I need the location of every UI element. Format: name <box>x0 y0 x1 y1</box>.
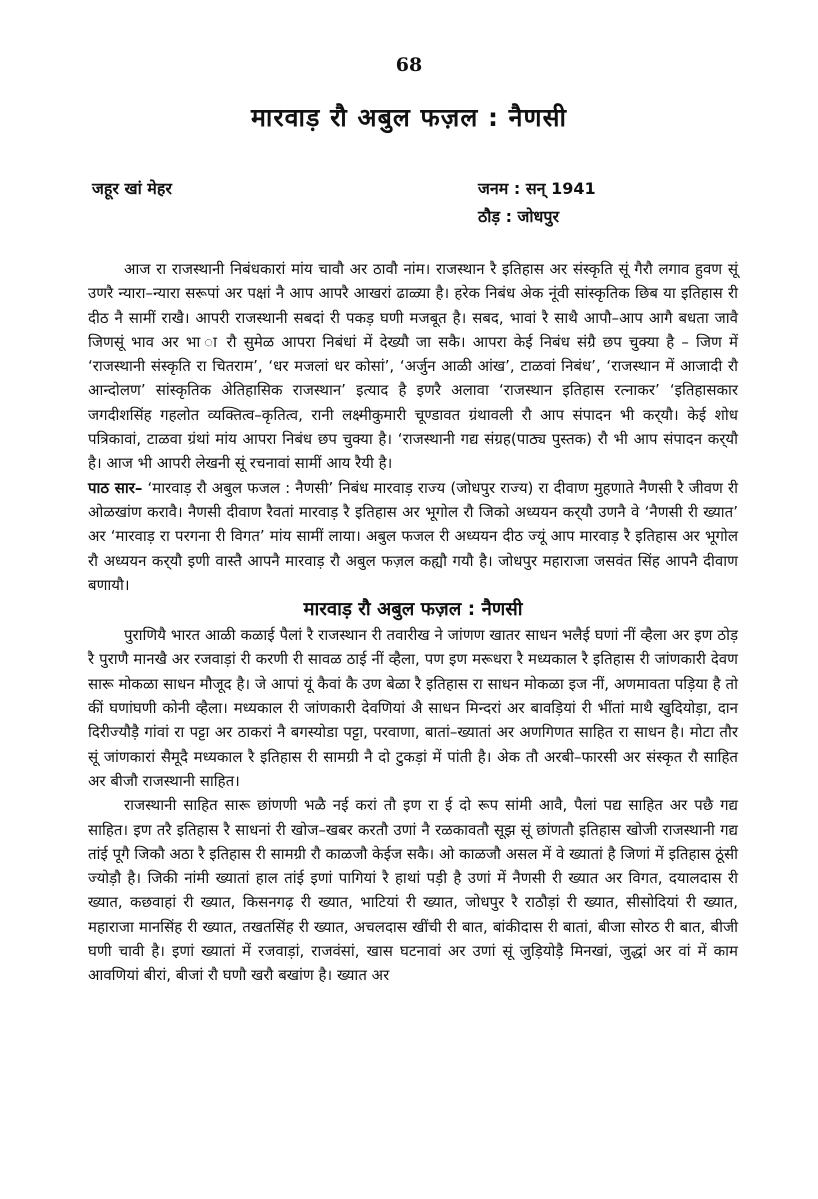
author-place: ठौड़ : जोधपुर <box>478 207 560 226</box>
page-number: 68 <box>395 54 423 76</box>
body-text <box>88 257 738 988</box>
summary-label: पाठ सार– <box>88 478 143 497</box>
section-paragraph-2: राजस्थानी साहित सारू छांणणी भळै नई करां तौ इण रा ई दो रूप सांमी आवै, पैलां पद्य साहित अर पछै गद्य साहित। इण तरै इतिहास रै साधनां री खोज–खबर करतौ उणां नै रळकावतौ सूझ सूं छांणतौ इतिहास खोजी राजस्थानी गद्य तांई पूगै जिकौ अठा रै इतिहास री सामग्री रौ काळजौ केईज सकै। ओ काळजौ असल में वे ख्यातां है जिणां में इतिहास ठूंसी ज्योड़ौ है। जिकी नांमी ख्यातां हाल तांई इणां पागियां रै हाथां पड़ी है उणां में नैणसी री ख्यात अर विगत, दयालदास री ख्यात, कछवाहां री ख्यात, किसनगढ़ री ख्यात, भाटियां री ख्यात, जोधपुर रै राठौड़ां री ख्यात, सीसोदियां री ख्यात, महाराजा मानसिंह री ख्यात, तखतसिंह री ख्यात, अचलदास खींची री बात, बांकीदास री बातां, बीजा सोरठ री बात, बीजी घणी चावी है। इणां ख्यातां में रजवाड़ां, राजवंसां, खास घटनावां अर उणां सूं जुड़ियोड़ै मिनखां, जुद्धां अर वां में काम आवणियां बीरां, बीजां रौ घणौ खरौ बखांण है। ख्यात अर <box>88 796 738 985</box>
page-title: मारवाड़ रौ अबुल फज़ल : नैणसी <box>250 103 568 132</box>
section-heading: मारवाड़ रौ अबुल फज़ल : नैणसी <box>303 599 523 621</box>
author-name: जहूर खां मेहर <box>92 179 172 198</box>
intro-paragraph: आज रा राजस्थानी निबंधकारां मांय चावौ अर ठावौ नांम। राजस्थान रै इतिहास अर संस्कृति सूं गैरौ लगाव हुवण सूं उणरै न्यारा–न्यारा सरूपां अर पक्षां नै आप आपरै आखरां ढाळ्या है। हरेक निबंध अेक नूंवी सांस्कृतिक छिब या इतिहास री दीठ नै सामीं राखै। आपरी राजस्थानी सबदां री पकड़ घणी मजबूत है। सबद, भावां रै साथै आपौ–आप आगै बधता जावै जिणसूं भाव अर भा ा रौ सुमेळ आपरा निबंधां में देख्यौ जा सकै। आपरा केई निबंध संग्रै छप चुक्या है – जिण में ‘राजस्थानी संस्कृति रा चितराम’, ‘धर मजलां धर कोसां’, ‘अर्जुन आळी आंख’, टाळवां निबंध’, ‘राजस्थान में आजादी रौ आन्दोलण’ सांस्कृतिक अेतिहासिक राजस्थान’ इत्याद है इणरै अलावा ‘राजस्थान इतिहास रत्नाकर’ ‘इतिहासकार जगदीशसिंह गहलोत व्यक्तित्व–कृतित्व, रानी लक्ष्मीकुमारी चूण्डावत ग्रंथावली रौ आप संपादन भी कर्‌यौ। केई शोध पत्रिकावां, टाळवा ग्रंथां मांय आपरा निबंध छप चुक्या है। ‘राजस्थानी गद्य संग्रह(पाठ्य पुस्तक) रौ भी आप संपादन कर्‌यौ है। आज भी आपरी लेखनी सूं रचनावां सामीं आय रैयी है। <box>88 260 738 473</box>
author-birth: जनम : सन् 1941 <box>478 179 596 198</box>
summary-paragraph <box>88 476 738 597</box>
summary-text: ‘मारवाड़ रौ अबुल फजल : नैणसी’ निबंध मारवाड़ राज्य (जोधपुर राज्य) रा दीवाण मुहणाते नैणसी रै जीवण री ओळखांण करावै। नैणसी दीवाण रैवतां मारवाड़ रै इतिहास अर भूगोल रौ जिको अध्ययन कर्‌यौ उणनै वे ‘नैणसी री ख्यात’ अर ‘मारवाड़ रा परगना री विगत’ मांय सामीं लाया। अबुल फजल री अध्ययन दीठ ज्यूं आप मारवाड़ रै इतिहास अर भूगोल रौ अध्ययन कर्‌यौ इणी वास्तै आपनै मारवाड़ रौ अबुल फज़ल कह्यौ गयौ है। जोधपुर महाराजा जसवंत सिंह आपनै दीवाण बणायौ। <box>88 478 738 594</box>
section-paragraph-1: पुराणियै भारत आळी कळाई पैलां रै राजस्थान री तवारीख ने जांणण खातर साधन भलैई घणां नीं व्हैला अर इण ठोड़ रै पुराणै मानखै अर रजवाड़ां री करणी री सावळ ठाई नीं व्हैला, पण इण मरूधरा रै मध्यकाल रै इतिहास री जांणकारी देवण सारू मोकळा साधन मौजूद है। जे आपां यूं कैवां कै उण बेळा रै इतिहास रा साधन मोकळा इज नीं, अणमावता पड़िया है तो कीं घणांघणी कोनी व्हैला। मध्यकाल री जांणकारी देवणियां अै साधन मिन्दरां अर बावड़ियां री भींतां माथै खुदियोड़ा, दान दिरीज्यौड़ै गांवां रा पट्टा अर ठाकरां नै बगस्योडा पट्टा, परवाणा, बातां–ख्यातां अर अणगिणत साहित रा साधन है। मोटा तौर सूं जांणकारां सैमूदै मध्यकाल रै इतिहास री सामग्री नै दो टुकड़ां में पांती है। अेक तौ अरबी–फारसी अर संस्कृत रौ साहित अर बीजौ राजस्थानी साहित। <box>88 626 738 790</box>
